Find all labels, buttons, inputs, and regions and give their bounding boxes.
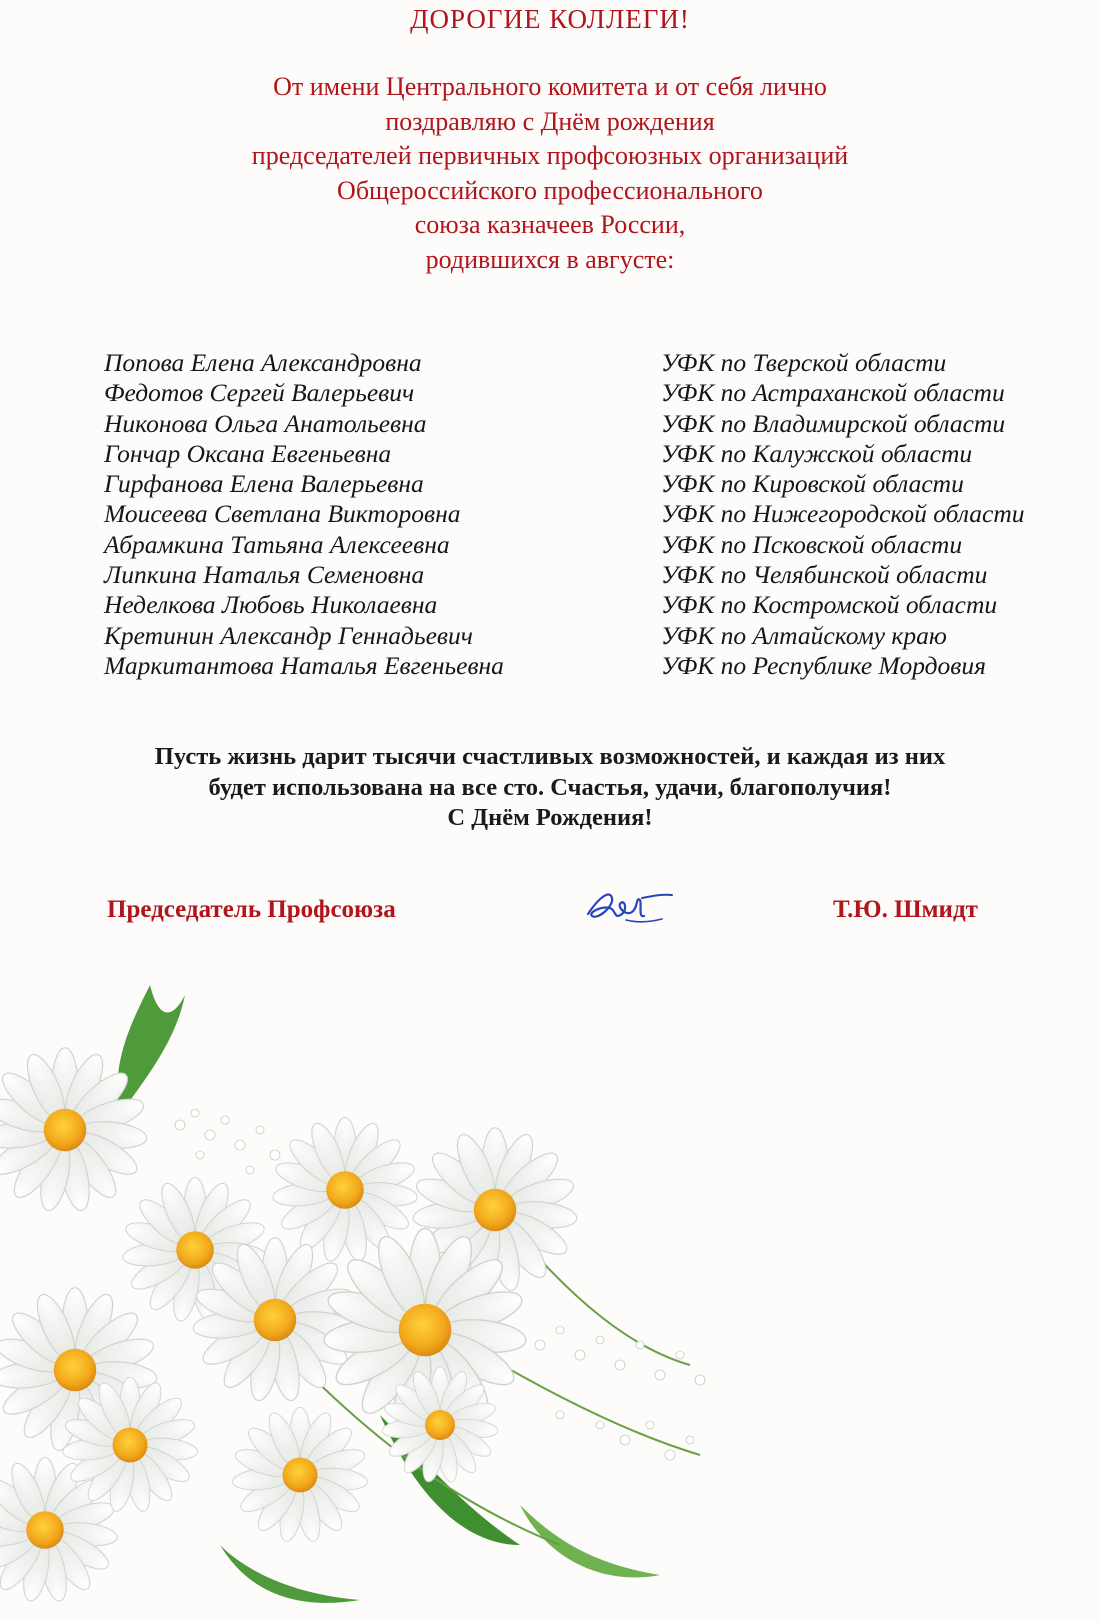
signatory-name: Т.Ю. Шмидт bbox=[833, 896, 978, 923]
person-name: Гирфанова Елена Валерьевна bbox=[104, 469, 424, 499]
person-name: Кретинин Александр Геннадьевич bbox=[104, 620, 473, 650]
person-org: УФК по Калужской области bbox=[661, 438, 973, 468]
intro-line: Общероссийского профессионального bbox=[337, 175, 763, 205]
person-org: УФК по Алтайскому краю bbox=[661, 620, 947, 650]
intro-line: поздравляю с Днём рождения bbox=[385, 106, 715, 136]
wish-line: будет использована на все сто. Счастья, удачи, благополучия! bbox=[208, 773, 892, 801]
person-name: Никонова Ольга Анатольевна bbox=[104, 408, 427, 438]
person-org: УФК по Нижегородской области bbox=[661, 499, 1025, 529]
person-org: УФК по Кировской области bbox=[661, 469, 964, 499]
person-name: Липкина Наталья Семеновна bbox=[104, 560, 425, 590]
person-org: УФК по Костромской области bbox=[661, 590, 998, 620]
intro-line: От имени Центрального комитета и от себя лично bbox=[273, 72, 827, 101]
intro-line: родившихся в августе: bbox=[425, 244, 675, 274]
person-org: УФК по Тверской области bbox=[661, 348, 947, 377]
person-org: УФК по Астраханской области bbox=[661, 378, 1005, 408]
chamomile-bouquet-icon bbox=[0, 985, 740, 1621]
wish-line: С Днём Рождения! bbox=[447, 804, 653, 831]
person-org: УФК по Челябинской области bbox=[661, 560, 988, 590]
person-name: Маркитантова Наталья Евгеньевна bbox=[104, 650, 504, 680]
person-name: Федотов Сергей Валерьевич bbox=[104, 378, 415, 408]
person-org: УФК по Владимирской области bbox=[661, 408, 1006, 438]
person-name: Неделкова Любовь Николаевна bbox=[104, 590, 438, 620]
names-column bbox=[104, 348, 504, 681]
person-org: УФК по Псковской области bbox=[661, 529, 963, 559]
greeting-title: ДОРОГИЕ КОЛЛЕГИ! bbox=[410, 4, 690, 34]
signature-icon bbox=[580, 876, 690, 936]
person-name: Попова Елена Александровна bbox=[104, 348, 422, 377]
wish-text bbox=[0, 742, 1100, 834]
person-org: УФК по Республике Мордовия bbox=[661, 650, 986, 680]
wish-line: Пусть жизнь дарит тысячи счастливых возможностей, и каждая из них bbox=[154, 743, 946, 770]
intro-line: союза казначеев России, bbox=[414, 210, 686, 239]
person-name: Гончар Оксана Евгеньевна bbox=[104, 438, 392, 468]
intro-text bbox=[0, 70, 1100, 277]
orgs-column bbox=[661, 348, 1025, 681]
intro-line: председателей первичных профсоюзных организаций bbox=[251, 141, 849, 170]
person-name: Абрамкина Татьяна Алексеевна bbox=[104, 529, 450, 559]
signatory-title: Председатель Профсоюза bbox=[107, 896, 396, 923]
person-name: Моисеева Светлана Викторовна bbox=[104, 499, 461, 529]
